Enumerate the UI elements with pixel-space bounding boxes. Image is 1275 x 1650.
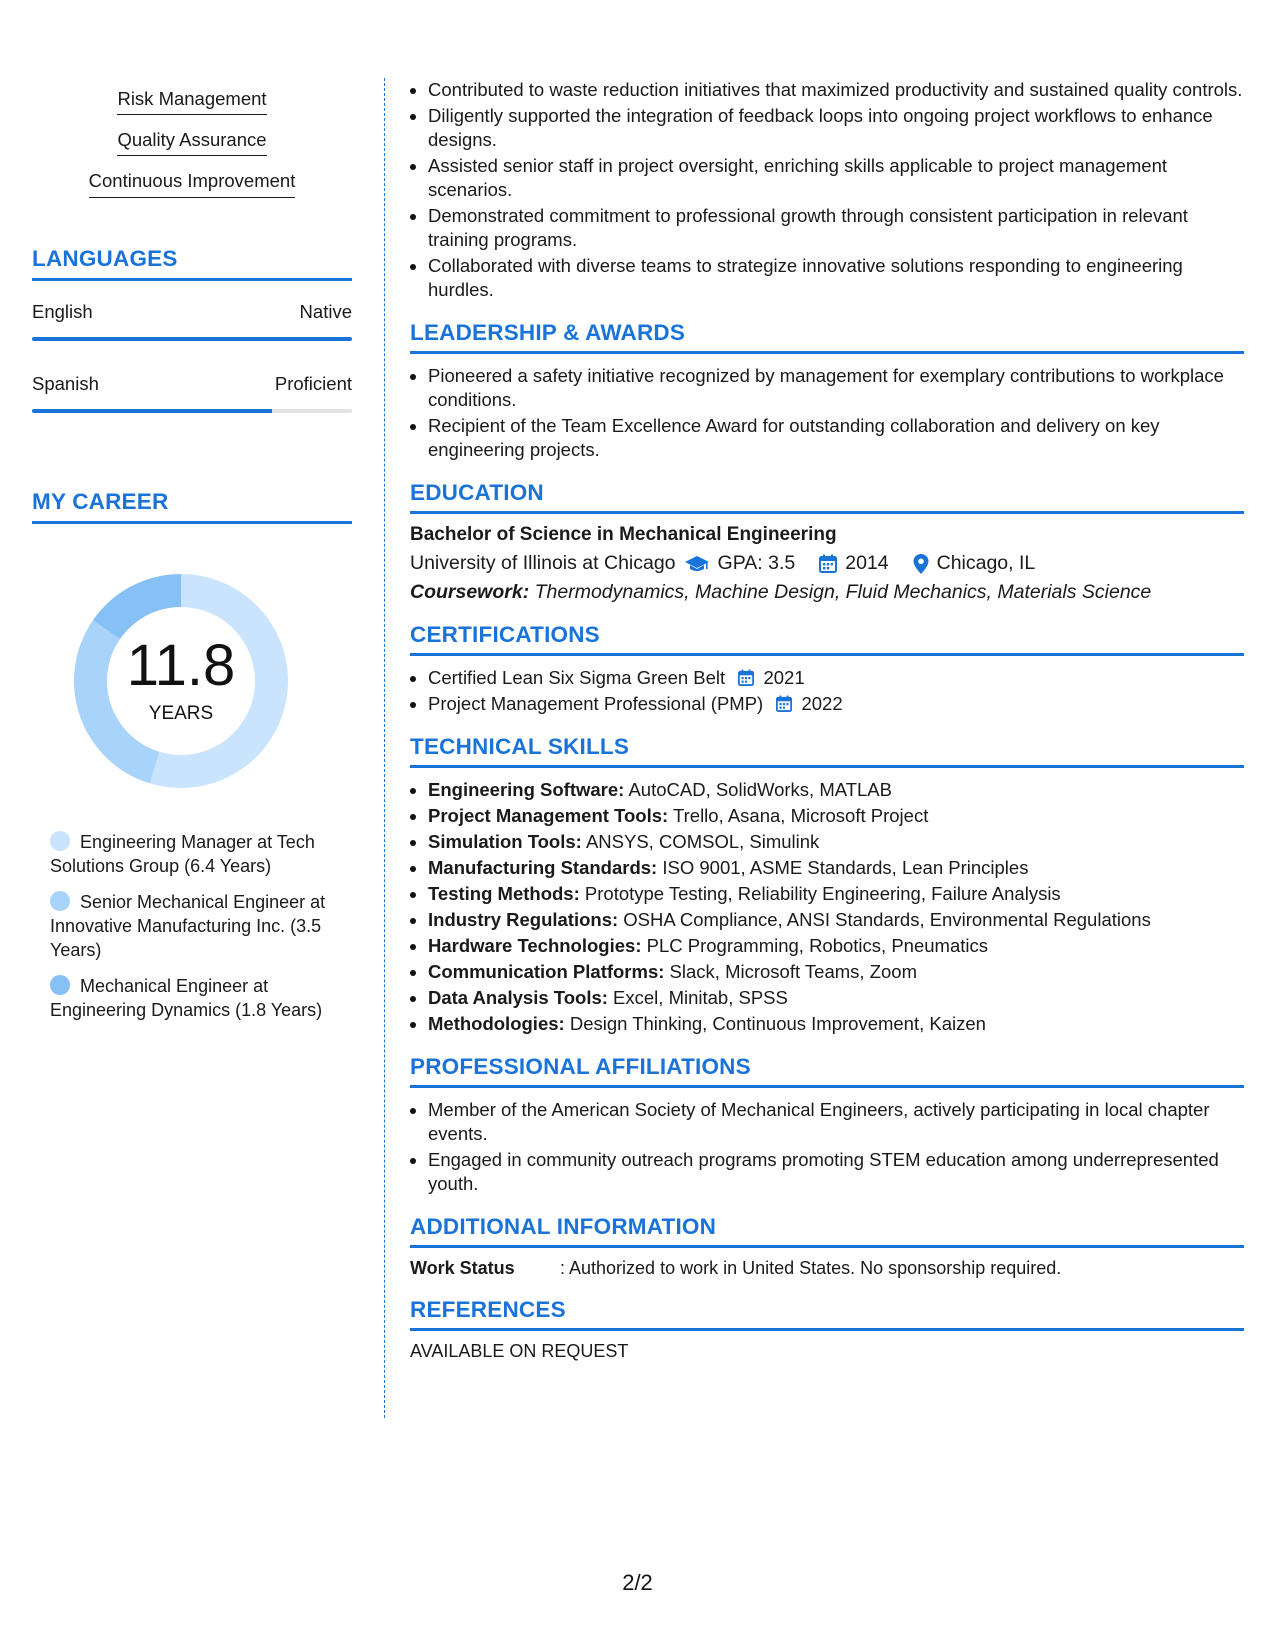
- language-level: Native: [299, 300, 352, 322]
- work-status-row: [410, 1258, 1244, 1279]
- languages-heading: LANGUAGES: [32, 246, 352, 281]
- certification-name: Certified Lean Six Sigma Green Belt: [428, 667, 726, 688]
- certification-year: 2022: [801, 693, 843, 714]
- skill-tag: Risk Management: [117, 88, 266, 115]
- technical-skills-heading: TECHNICAL SKILLS: [410, 734, 1244, 768]
- list-item: Recipient of the Team Excellence Award for outstanding collaboration and delivery on key engineering projects.: [410, 414, 1244, 462]
- coursework-label: Coursework:: [410, 581, 530, 603]
- list-item: [410, 1012, 1244, 1036]
- references-heading: REFERENCES: [410, 1297, 1244, 1331]
- language-name: English: [32, 300, 93, 322]
- list-item: [410, 692, 1244, 716]
- list-item: [410, 856, 1244, 880]
- skill-values: OSHA Compliance, ANSI Standards, Environmental Regulations: [618, 909, 1151, 930]
- legend-dot-icon: [50, 891, 70, 911]
- legend-label: Senior Mechanical Engineer at Innovative Manufacturing Inc. (3.5 Years): [50, 891, 326, 960]
- skill-tags: [32, 88, 352, 198]
- skill-values: Prototype Testing, Reliability Engineering, Failure Analysis: [579, 883, 1061, 904]
- skill-category: Testing Methods:: [428, 883, 580, 904]
- skill-category: Industry Regulations:: [428, 909, 619, 930]
- skill-values: ANSYS, COMSOL, Simulink: [581, 831, 820, 852]
- career-total-unit: YEARS: [148, 702, 214, 724]
- legend-dot-icon: [50, 831, 70, 851]
- gpa: GPA: 3.5: [717, 552, 796, 574]
- additional-info-heading: ADDITIONAL INFORMATION: [410, 1214, 1244, 1248]
- calendar-icon: [776, 695, 792, 712]
- certifications-heading: CERTIFICATIONS: [410, 622, 1244, 656]
- skill-values: Trello, Asana, Microsoft Project: [668, 805, 929, 826]
- legend-item: [50, 830, 350, 878]
- career-donut-chart: [66, 566, 296, 796]
- list-item: Member of the American Society of Mechanical Engineers, actively participating in local chapter events.: [410, 1098, 1244, 1146]
- skill-category: Hardware Technologies:: [428, 935, 642, 956]
- column-divider: [384, 78, 385, 1418]
- career-total-years: 11.8: [126, 632, 236, 698]
- list-item: Collaborated with diverse teams to strategize innovative solutions responding to engineering hurdles.: [410, 254, 1244, 302]
- list-item: [410, 778, 1244, 802]
- certification-name: Project Management Professional (PMP): [428, 693, 764, 714]
- skill-values: Slack, Microsoft Teams, Zoom: [664, 961, 917, 982]
- list-item: Diligently supported the integration of feedback loops into ongoing project workflows to enhance designs.: [410, 104, 1244, 152]
- skill-category: Simulation Tools:: [428, 831, 582, 852]
- legend-dot-icon: [50, 975, 70, 995]
- affiliations-heading: PROFESSIONAL AFFILIATIONS: [410, 1054, 1244, 1088]
- skill-category: Methodologies:: [428, 1013, 565, 1034]
- language-name: Spanish: [32, 372, 99, 394]
- coursework-list: Thermodynamics, Machine Design, Fluid Mechanics, Materials Science: [529, 581, 1152, 603]
- skill-values: AutoCAD, SolidWorks, MATLAB: [624, 779, 892, 800]
- language-proficiency-bar: [32, 409, 352, 413]
- language-level: Proficient: [274, 372, 352, 394]
- skill-values: ISO 9001, ASME Standards, Lean Principles: [657, 857, 1029, 878]
- leadership-list: [410, 364, 1244, 462]
- skill-values: Excel, Minitab, SPSS: [607, 987, 788, 1008]
- references-text: AVAILABLE ON REQUEST: [410, 1341, 629, 1361]
- list-item: Contributed to waste reduction initiatives that maximized productivity and sustained quality controls.: [410, 78, 1244, 102]
- skill-values: Design Thinking, Continuous Improvement, Kaizen: [564, 1013, 986, 1034]
- career-legend: [50, 830, 350, 1022]
- list-item: Pioneered a safety initiative recognized by management for exemplary contributions to workplace conditions.: [410, 364, 1244, 412]
- leadership-heading: LEADERSHIP & AWARDS: [410, 320, 1244, 354]
- work-status-value: : Authorized to work in United States. No sponsorship required.: [560, 1258, 1062, 1278]
- skill-category: Project Management Tools:: [428, 805, 669, 826]
- skill-category: Engineering Software:: [428, 779, 625, 800]
- technical-skills-list: [410, 778, 1244, 1036]
- legend-label: Engineering Manager at Tech Solutions Group (6.4 Years): [50, 831, 315, 876]
- donut-center: [66, 566, 296, 796]
- language-spanish: [32, 373, 352, 413]
- list-item: Demonstrated commitment to professional growth through consistent participation in relevant training programs.: [410, 204, 1244, 252]
- affiliations-list: [410, 1098, 1244, 1196]
- certification-year: 2021: [763, 667, 805, 688]
- school-location: Chicago, IL: [936, 552, 1036, 574]
- skill-category: Data Analysis Tools:: [428, 987, 608, 1008]
- language-proficiency-fill: [32, 409, 272, 413]
- education-heading: EDUCATION: [410, 480, 1244, 514]
- calendar-icon: [819, 554, 837, 573]
- skill-values: PLC Programming, Robotics, Pneumatics: [641, 935, 988, 956]
- skill-category: Communication Platforms:: [428, 961, 665, 982]
- career-heading: MY CAREER: [32, 489, 352, 524]
- language-proficiency-fill: [32, 337, 352, 341]
- sidebar: [32, 78, 352, 1034]
- graduation-cap-icon: [684, 554, 710, 574]
- list-item: [410, 908, 1244, 932]
- skill-tag: Quality Assurance: [117, 129, 266, 156]
- work-status-label: Work Status: [410, 1258, 515, 1278]
- degree-title: Bachelor of Science in Mechanical Engineering: [410, 524, 837, 545]
- calendar-icon: [738, 669, 754, 686]
- graduation-year: 2014: [845, 552, 889, 574]
- skill-tag: Continuous Improvement: [89, 170, 296, 197]
- legend-item: [50, 890, 350, 962]
- legend-item: [50, 974, 350, 1022]
- location-pin-icon: [913, 554, 929, 574]
- coursework: [410, 581, 1244, 604]
- language-english: [32, 301, 352, 341]
- list-item: [410, 830, 1244, 854]
- page-number: 2/2: [622, 1570, 653, 1595]
- school-name: University of Illinois at Chicago: [410, 552, 676, 574]
- language-proficiency-bar: [32, 337, 352, 341]
- list-item: Engaged in community outreach programs promoting STEM education among underrepresented youth.: [410, 1148, 1244, 1196]
- list-item: [410, 934, 1244, 958]
- education-details: [410, 552, 1244, 575]
- certifications-list: [410, 666, 1244, 716]
- main-content: [410, 78, 1244, 1362]
- legend-label: Mechanical Engineer at Engineering Dynamics (1.8 Years): [50, 975, 323, 1020]
- list-item: [410, 666, 1244, 690]
- list-item: [410, 882, 1244, 906]
- list-item: [410, 960, 1244, 984]
- list-item: Assisted senior staff in project oversight, enriching skills applicable to project management scenarios.: [410, 154, 1244, 202]
- experience-bullets: [410, 78, 1244, 302]
- list-item: [410, 804, 1244, 828]
- skill-category: Manufacturing Standards:: [428, 857, 658, 878]
- list-item: [410, 986, 1244, 1010]
